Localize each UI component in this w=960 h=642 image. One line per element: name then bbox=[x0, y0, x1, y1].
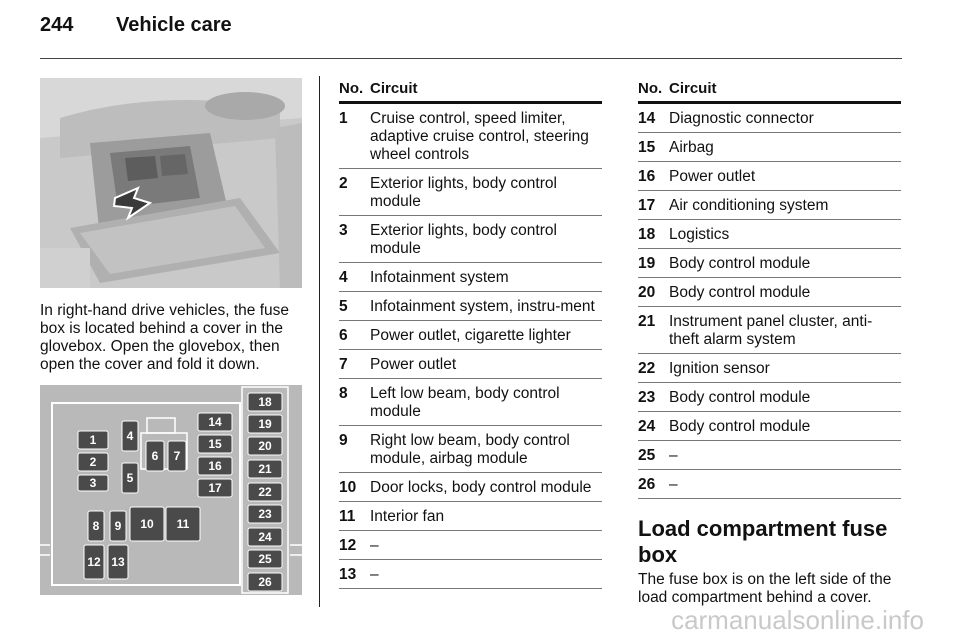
fuse-number: 20 bbox=[638, 284, 656, 301]
table-header bbox=[638, 80, 901, 104]
intro-paragraph: In right-hand drive vehicles, the fuse box is located behind a cover in the glovebox. Open the glovebox, then open the cover and fold it down. bbox=[40, 302, 289, 373]
circuit-description: – bbox=[370, 566, 379, 583]
circuit-description: Exterior lights, body control module bbox=[370, 222, 557, 257]
circuit-description: – bbox=[370, 537, 379, 554]
fuse-label: 9 bbox=[114, 519, 122, 533]
table-row bbox=[638, 354, 901, 383]
table-row bbox=[339, 473, 602, 502]
table-row bbox=[339, 321, 602, 350]
table-row bbox=[638, 383, 901, 412]
fuse-label: 5 bbox=[126, 471, 134, 485]
fuse-label: 4 bbox=[126, 429, 134, 443]
circuit-description: Exterior lights, body control module bbox=[370, 175, 557, 210]
circuit-description: Infotainment system, instru-ment bbox=[370, 298, 595, 315]
fuse-label: 22 bbox=[258, 485, 272, 499]
circuit-description: – bbox=[669, 476, 678, 493]
fuse-label: 1 bbox=[89, 433, 97, 447]
page-header bbox=[40, 14, 232, 37]
fuse-number: 17 bbox=[638, 197, 656, 214]
fuse-label: 10 bbox=[140, 517, 154, 531]
circuit-description: – bbox=[669, 447, 678, 464]
section-heading: Load compartment fuse box bbox=[638, 516, 888, 567]
table-row bbox=[638, 162, 901, 191]
fuse-label: 11 bbox=[176, 517, 190, 531]
fuse-label: 21 bbox=[258, 462, 272, 476]
header-rule bbox=[40, 58, 902, 59]
circuit-description: Right low beam, body control module, airbag module bbox=[370, 432, 570, 467]
table-header bbox=[339, 80, 602, 104]
circuit-table-right bbox=[638, 80, 901, 499]
fuse-label: 24 bbox=[258, 530, 272, 544]
fuse-number: 5 bbox=[339, 298, 348, 315]
circuit-description: Power outlet bbox=[669, 168, 756, 185]
fuse-number: 26 bbox=[638, 476, 656, 493]
circuit-description: Left low beam, body control module bbox=[370, 385, 560, 420]
circuit-description: Ignition sensor bbox=[669, 360, 770, 377]
fuse-box-diagram bbox=[40, 385, 302, 595]
col-header-no: No. bbox=[638, 80, 663, 97]
col-header-circuit: Circuit bbox=[370, 80, 418, 97]
fuse-number: 14 bbox=[638, 110, 656, 127]
table-row bbox=[638, 307, 901, 354]
glovebox-illustration bbox=[40, 78, 302, 288]
page-number: 244 bbox=[40, 14, 74, 36]
fuse-number: 7 bbox=[339, 356, 348, 373]
fuse-number: 12 bbox=[339, 537, 357, 554]
circuit-description: Power outlet bbox=[370, 356, 457, 373]
fuse-number: 21 bbox=[638, 313, 656, 330]
circuit-description: Body control module bbox=[669, 255, 811, 272]
circuit-description: Body control module bbox=[669, 284, 811, 301]
fuse-number: 1 bbox=[339, 110, 348, 127]
circuit-description: Power outlet, cigarette lighter bbox=[370, 327, 571, 344]
table-row bbox=[638, 470, 901, 499]
table-row bbox=[638, 104, 901, 133]
fuse-number: 3 bbox=[339, 222, 348, 239]
fuse-number: 8 bbox=[339, 385, 348, 402]
circuit-description: Infotainment system bbox=[370, 269, 509, 286]
fuse-label: 8 bbox=[92, 519, 100, 533]
fuse-label: 3 bbox=[89, 476, 97, 490]
fuse-label: 16 bbox=[208, 459, 222, 473]
section-body: The fuse box is on the left side of the load compartment behind a cover. bbox=[638, 571, 892, 606]
fuse-number: 25 bbox=[638, 447, 656, 464]
fuse-number: 15 bbox=[638, 139, 656, 156]
circuit-description: Door locks, body control module bbox=[370, 479, 592, 496]
fuse-label: 14 bbox=[208, 415, 222, 429]
fuse-number: 23 bbox=[638, 389, 656, 406]
fuse-label: 26 bbox=[258, 575, 272, 589]
fuse-number: 6 bbox=[339, 327, 348, 344]
circuit-description: Air conditioning system bbox=[669, 197, 829, 214]
table-row bbox=[339, 292, 602, 321]
table-row bbox=[638, 441, 901, 470]
table-row bbox=[339, 560, 602, 589]
column-divider bbox=[319, 76, 320, 607]
circuit-description: Instrument panel cluster, anti-theft alarm system bbox=[669, 313, 873, 348]
fuse-number: 2 bbox=[339, 175, 348, 192]
circuit-description: Cruise control, speed limiter, adaptive cruise control, steering wheel controls bbox=[370, 110, 589, 163]
circuit-description: Body control module bbox=[669, 418, 811, 435]
page-title: Vehicle care bbox=[116, 14, 232, 36]
fuse-diagram-svg bbox=[40, 385, 302, 595]
table-row bbox=[339, 531, 602, 560]
fuse-label: 20 bbox=[258, 439, 272, 453]
table-row bbox=[339, 216, 602, 263]
table-row bbox=[339, 350, 602, 379]
fuse-label: 23 bbox=[258, 507, 272, 521]
fuse-label: 17 bbox=[208, 481, 222, 495]
fuse-label: 13 bbox=[111, 555, 125, 569]
fuse-number: 16 bbox=[638, 168, 656, 185]
circuit-description: Body control module bbox=[669, 389, 811, 406]
table-row bbox=[638, 133, 901, 162]
fuse-number: 24 bbox=[638, 418, 656, 435]
glovebox-photo bbox=[40, 78, 302, 288]
fuse-number: 4 bbox=[339, 269, 348, 286]
fuse-label: 25 bbox=[258, 552, 272, 566]
fuse-label: 7 bbox=[173, 449, 181, 463]
table-row bbox=[638, 412, 901, 441]
fuse-label: 15 bbox=[208, 437, 222, 451]
fuse-number: 18 bbox=[638, 226, 656, 243]
fuse-number: 9 bbox=[339, 432, 348, 449]
col-header-circuit: Circuit bbox=[669, 80, 717, 97]
fuse-label: 12 bbox=[87, 555, 101, 569]
table-row bbox=[638, 191, 901, 220]
table-row bbox=[339, 169, 602, 216]
table-row bbox=[339, 379, 602, 426]
fuse-label: 6 bbox=[151, 449, 159, 463]
fuse-number: 19 bbox=[638, 255, 656, 272]
circuit-description: Logistics bbox=[669, 226, 730, 243]
circuit-description: Interior fan bbox=[370, 508, 445, 525]
col-header-no: No. bbox=[339, 80, 364, 97]
fuse-number: 22 bbox=[638, 360, 656, 377]
fuse-label: 2 bbox=[89, 455, 97, 469]
watermark: carmanualsonline.info bbox=[671, 605, 924, 635]
fuse-number: 10 bbox=[339, 479, 357, 496]
fuse-label: 18 bbox=[258, 395, 272, 409]
fuse-number: 13 bbox=[339, 566, 357, 583]
table-row bbox=[339, 426, 602, 473]
circuit-description: Diagnostic connector bbox=[669, 110, 814, 127]
table-row bbox=[638, 278, 901, 307]
fuse-label: 19 bbox=[258, 417, 272, 431]
table-row bbox=[339, 263, 602, 292]
circuit-description: Airbag bbox=[669, 139, 714, 156]
table-row bbox=[339, 104, 602, 169]
table-row bbox=[339, 502, 602, 531]
circuit-table-left bbox=[339, 80, 602, 589]
fuse-number: 11 bbox=[339, 508, 356, 525]
table-row bbox=[638, 249, 901, 278]
table-row bbox=[638, 220, 901, 249]
